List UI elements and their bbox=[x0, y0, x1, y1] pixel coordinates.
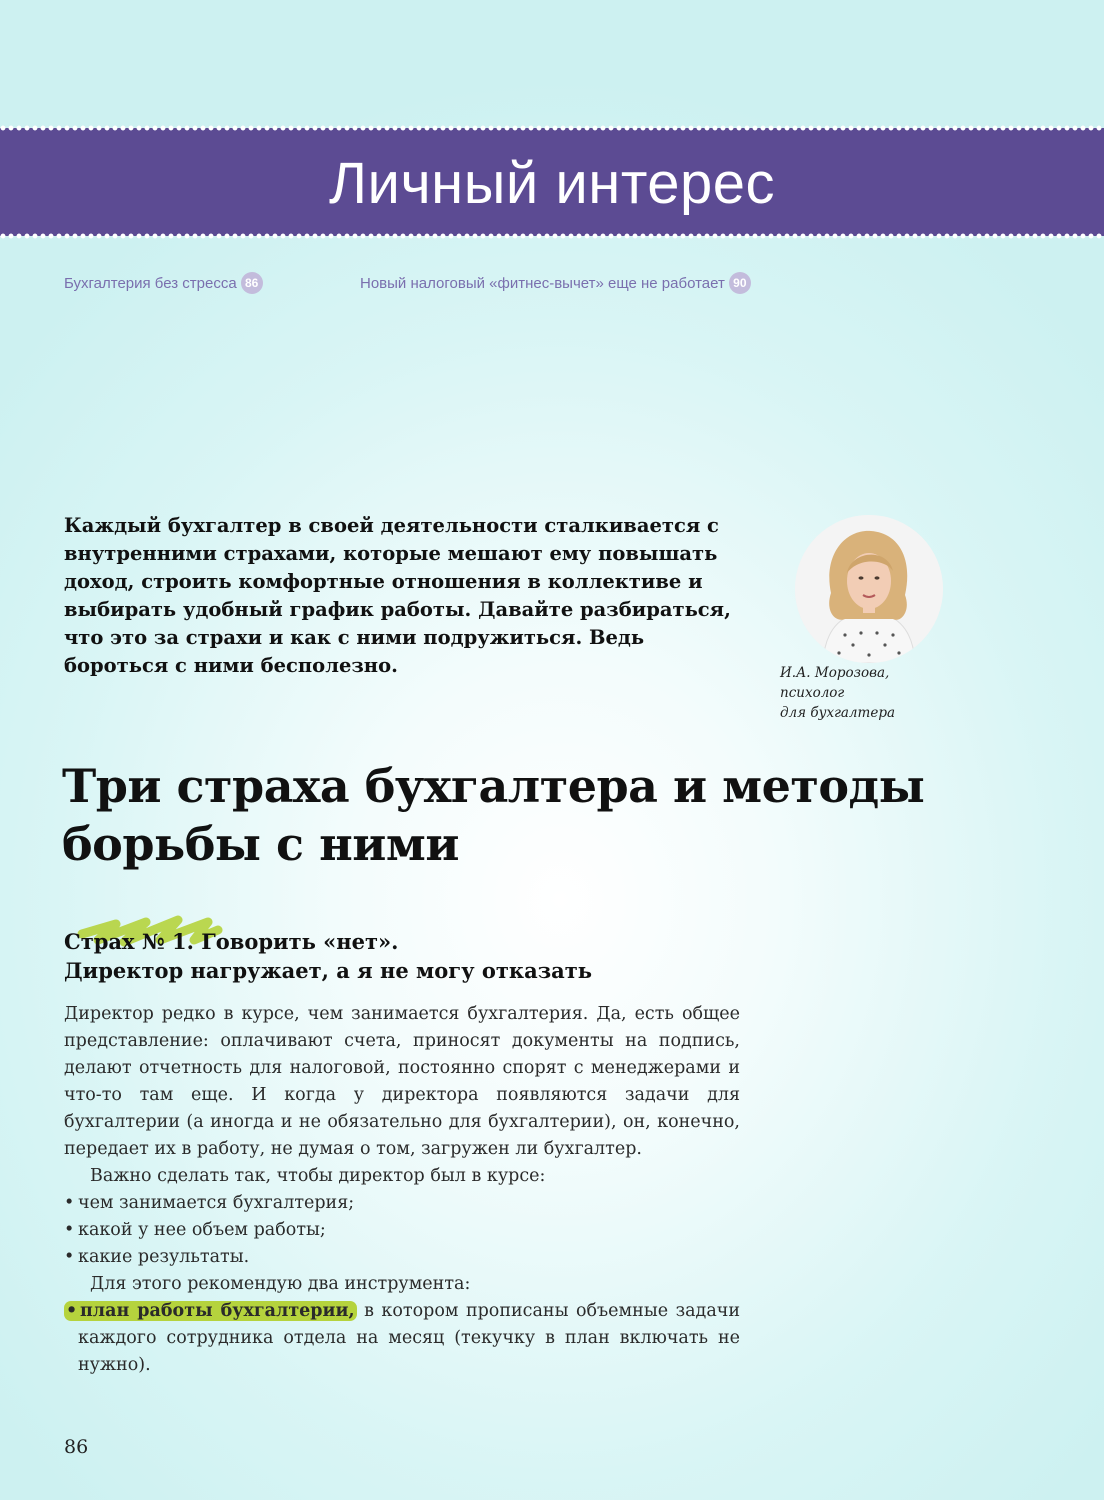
bullet-list bbox=[64, 1298, 740, 1379]
author-portrait-illustration bbox=[795, 515, 943, 663]
related-link-text: Бухгалтерия без стресса bbox=[64, 274, 237, 292]
list-item bbox=[64, 1298, 740, 1379]
list-item-text: в котором прописаны объемные задачи каждого сотрудника отдела на месяц (текучку в план включать не нужно). bbox=[78, 1301, 741, 1375]
bullet-list bbox=[64, 1190, 740, 1271]
article-body bbox=[64, 1001, 740, 1379]
author-name: И.А. Морозова, bbox=[780, 665, 890, 681]
body-paragraph: Директор редко в курсе, чем занимается бухгалтерия. Да, есть общее представление: оплачивают счета, приносят документы на подпись, делают отчетность для налоговой, постоянно спорят с менеджерами и что-то там еще. И когда у директора появляются задачи для бухгалтерии (а иногда и не обязательно для бухгалтерии), он, конечно, передает их в работу, не думая о том, загружен ли бухгалтер. bbox=[64, 1004, 740, 1159]
article-headline: Три страха бухгалтера и методы борьбы с ними bbox=[62, 759, 925, 871]
body-paragraph: Для этого рекомендую два инструмента: bbox=[90, 1274, 471, 1294]
list-item: • какие результаты. bbox=[64, 1247, 250, 1267]
lead-paragraph: Каждый бухгалтер в своей деятельности сталкивается с внутренними страхами, которые мешают ему повышать доход, строить комфортные отношения в коллективе и выбирать удобный график работы. Давайте разбираться, что это за страхи и как с ними подружиться. Ведь бороться с ними бесполезно. bbox=[64, 514, 731, 677]
author-photo bbox=[795, 515, 943, 663]
related-link-2[interactable] bbox=[360, 272, 751, 294]
highlighted-term: • план работы бухгалтерии, bbox=[66, 1301, 355, 1321]
section-label: Страх № 1. bbox=[64, 929, 194, 954]
related-page-badge: 90 bbox=[729, 272, 751, 294]
list-item: • чем занимается бухгалтерия; bbox=[64, 1193, 355, 1213]
related-link-text: Новый налоговый «фитнес-вычет» еще не работает bbox=[360, 274, 725, 292]
section-subtitle: Директор нагружает, а я не могу отказать bbox=[64, 958, 592, 983]
author-audience: для бухгалтера bbox=[780, 705, 896, 721]
section-heading bbox=[64, 927, 764, 985]
related-link-1[interactable] bbox=[64, 272, 263, 294]
related-page-badge: 86 bbox=[241, 272, 263, 294]
body-paragraph: Важно сделать так, чтобы директор был в курсе: bbox=[90, 1166, 546, 1186]
page-number: 86 bbox=[64, 1436, 89, 1458]
author-role: психолог bbox=[780, 685, 845, 701]
section-title: Личный интерес bbox=[328, 151, 776, 216]
list-item: • какой у нее объем работы; bbox=[64, 1220, 326, 1240]
section-title-text: Говорить «нет». bbox=[201, 929, 399, 954]
author-caption bbox=[780, 663, 895, 723]
section-banner bbox=[0, 128, 1104, 236]
